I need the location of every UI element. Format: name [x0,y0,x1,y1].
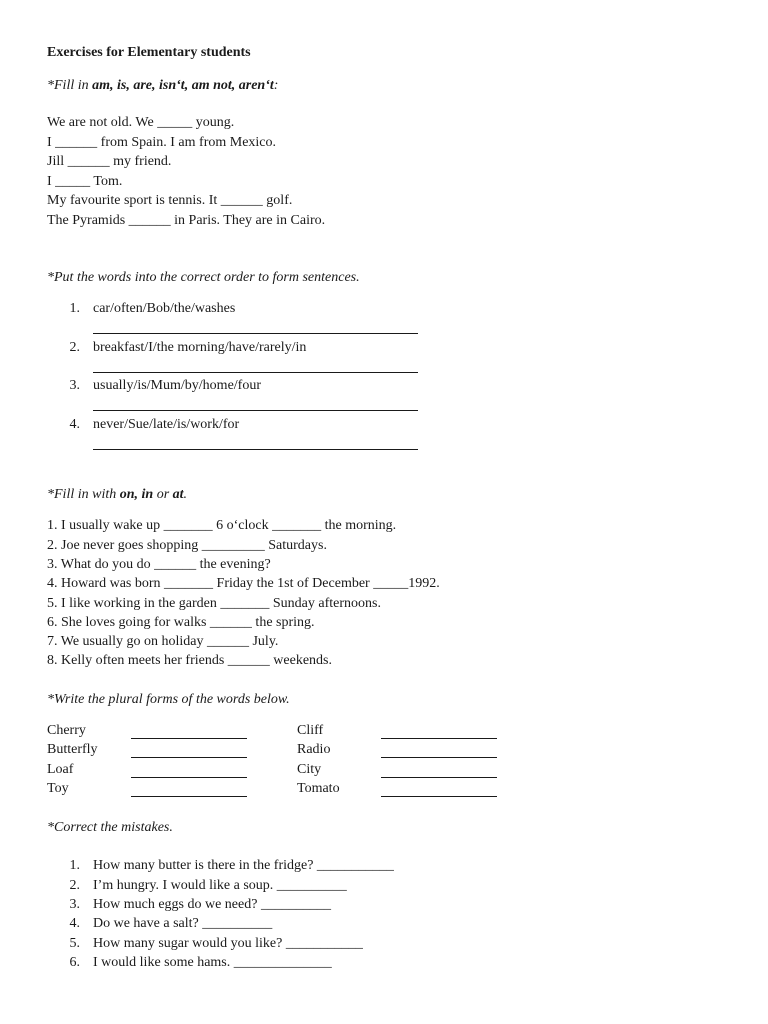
ex5-item-number: 5. [69,936,80,951]
plural-word: Cherry [47,723,86,738]
ex5-item-number: 1. [69,858,80,873]
plural-answer-line[interactable] [131,796,247,797]
plural-word: Tomato [297,781,340,796]
page-title: Exercises for Elementary students [47,45,251,60]
ex4-instruction: *Write the plural forms of the words below. [47,692,290,707]
ex5-item-text: How many sugar would you like? ___________ [93,936,363,951]
plural-answer-line[interactable] [131,738,247,739]
ex1-line: We are not old. We _____ young. [47,115,235,130]
plural-answer-line[interactable] [131,777,247,778]
ex5-item-text: How much eggs do we need? __________ [93,897,331,912]
ex2-instruction: *Put the words into the correct order to form sentences. [47,270,360,285]
plural-word: Loaf [47,762,74,777]
ex5-item-text: I’m hungry. I would like a soup. __________ [93,878,347,893]
answer-line[interactable] [93,372,418,373]
plural-answer-line[interactable] [381,796,497,797]
ex3-instruction: *Fill in with on, in or at. [47,487,188,502]
ex1-line: The Pyramids ______ in Paris. They are in Cairo. [47,213,326,228]
ex5-item-number: 6. [69,955,80,970]
ex2-item-number: 2. [69,340,80,355]
ex3-line: 3. What do you do ______ the evening? [47,557,271,572]
plural-answer-line[interactable] [381,757,497,758]
ex5-item-number: 2. [69,878,80,893]
ex3-line: 1. I usually wake up _______ 6 o‘clock _______ the morning. [47,518,397,533]
plural-word: Cliff [297,723,324,738]
ex3-line: 7. We usually go on holiday ______ July. [47,634,279,649]
answer-line[interactable] [93,410,418,411]
ex5-item-text: Do we have a salt? __________ [93,916,273,931]
ex2-item-text: usually/is/Mum/by/home/four [93,378,261,393]
ex5-item-text: I would like some hams. ______________ [93,955,332,970]
plural-word: Radio [297,742,331,757]
ex3-line: 4. Howard was born _______ Friday the 1st of December _____1992. [47,576,440,591]
ex2-item-text: car/often/Bob/the/washes [93,301,236,316]
ex5-item-number: 4. [69,916,80,931]
plural-word: City [297,762,322,777]
plural-answer-line[interactable] [381,777,497,778]
plural-answer-line[interactable] [131,757,247,758]
answer-line[interactable] [93,333,418,334]
ex2-item-text: breakfast/I/the morning/have/rarely/in [93,340,307,355]
ex1-instruction: *Fill in am, is, are, isn‘t, am not, aren‘t: [47,78,279,93]
plural-word: Butterfly [47,742,98,757]
ex1-line: Jill ______ my friend. [47,154,172,169]
plural-answer-line[interactable] [381,738,497,739]
ex3-line: 5. I like working in the garden _______ Sunday afternoons. [47,596,381,611]
ex2-item-text: never/Sue/late/is/work/for [93,417,240,432]
ex5-item-number: 3. [69,897,80,912]
ex1-line: I ______ from Spain. I am from Mexico. [47,135,277,150]
ex3-line: 8. Kelly often meets her friends ______ weekends. [47,653,332,668]
ex1-line: My favourite sport is tennis. It ______ golf. [47,193,293,208]
ex2-item-number: 1. [69,301,80,316]
ex2-item-number: 3. [69,378,80,393]
answer-line[interactable] [93,449,418,450]
ex2-item-number: 4. [69,417,80,432]
ex3-line: 6. She loves going for walks ______ the spring. [47,615,315,630]
ex1-line: I _____ Tom. [47,174,123,189]
ex5-instruction: *Correct the mistakes. [47,820,173,835]
ex5-item-text: How many butter is there in the fridge? ___________ [93,858,394,873]
ex3-line: 2. Joe never goes shopping _________ Saturdays. [47,538,327,553]
plural-word: Toy [47,781,69,796]
